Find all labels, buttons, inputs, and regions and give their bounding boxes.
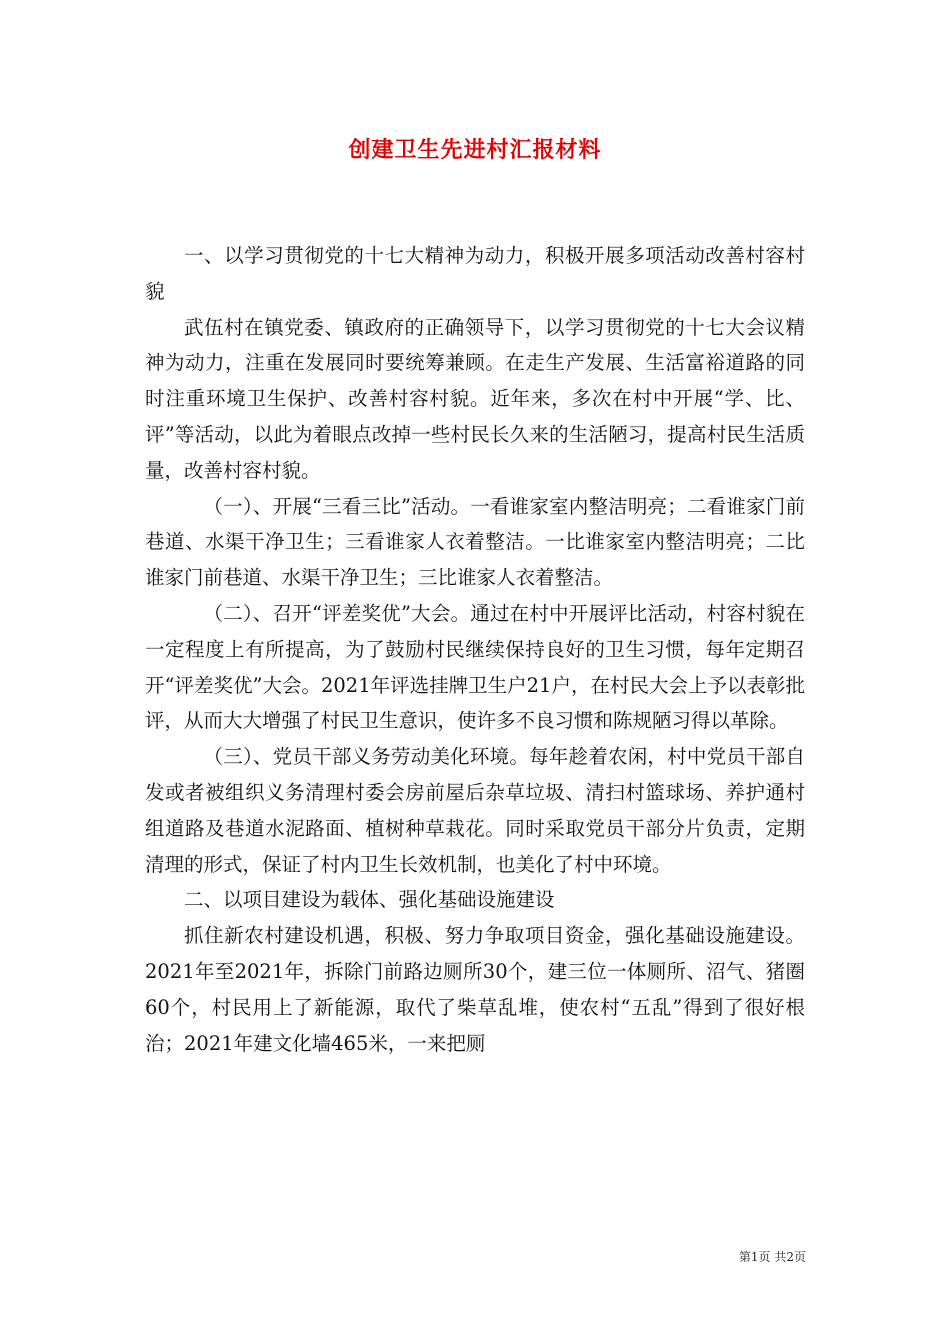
paragraph-intro: 武伍村在镇党委、镇政府的正确领导下，以学习贯彻党的十七大会议精神为动力，注重在发展同时要统筹兼顾。在走生产发展、生活富裕道路的同时注重环境卫生保护、改善村容村貌。近年来，多次在村中开展“学、比、评”等活动，以此为着眼点改掉一些村民长久来的生活陋习，提高村民生活质量，改善村容村貌。 [145,315,805,482]
paragraph-item-2: （二）、召开“评差奖优”大会。通过在村中开展评比活动，村容村貌在一定程度上有所提高，为了鼓励村民继续保持良好的卫生习惯，每年定期召开“评差奖优”大会。2021年评选挂牌卫生户21户，在村民大会上予以表彰批评，从而大大增强了村民卫生意识，使许多不良习惯和陈规陋习得以革除。 [145,601,805,733]
paragraph-infrastructure: 抓住新农村建设机遇，积极、努力争取项目资金，强化基础设施建设。2021年至2021年，拆除门前路边厕所30个，建三位一体厕所、沼气、猪圈60个，村民用上了新能源，取代了柴草乱堆，使农村“五乱”得到了很好根治；2021年建文化墙465米，一来把厕 [145,924,805,1055]
document-body [145,238,805,1061]
paragraph-item-3: （三）、党员干部义务劳动美化环境。每年趁着农闲，村中党员干部自发或者被组织义务清理村委会房前屋后杂草垃圾、清扫村篮球场、养护通村组道路及巷道水泥路面、植树种草栽花。同时采取党员干部分片负责，定期清理的形式，保证了村内卫生长效机制，也美化了村中环境。 [145,745,805,876]
section-heading-2: 二、以项目建设为载体、强化基础设施建设 [184,888,555,912]
section-heading-1: 一、以学习贯彻党的十七大精神为动力，积极开展多项活动改善村容村貌 [145,244,805,303]
paragraph-item-1: （一）、开展“三看三比”活动。一看谁家室内整洁明亮；二看谁家门前巷道、水渠干净卫生；三看谁家人衣着整洁。一比谁家室内整洁明亮；二比谁家门前巷道、水渠干净卫生；三比谁家人衣着整洁。 [145,494,805,590]
document-title: 创建卫生先进村汇报材料 [348,137,602,163]
page-number: 第1页 共2页 [738,1250,806,1264]
